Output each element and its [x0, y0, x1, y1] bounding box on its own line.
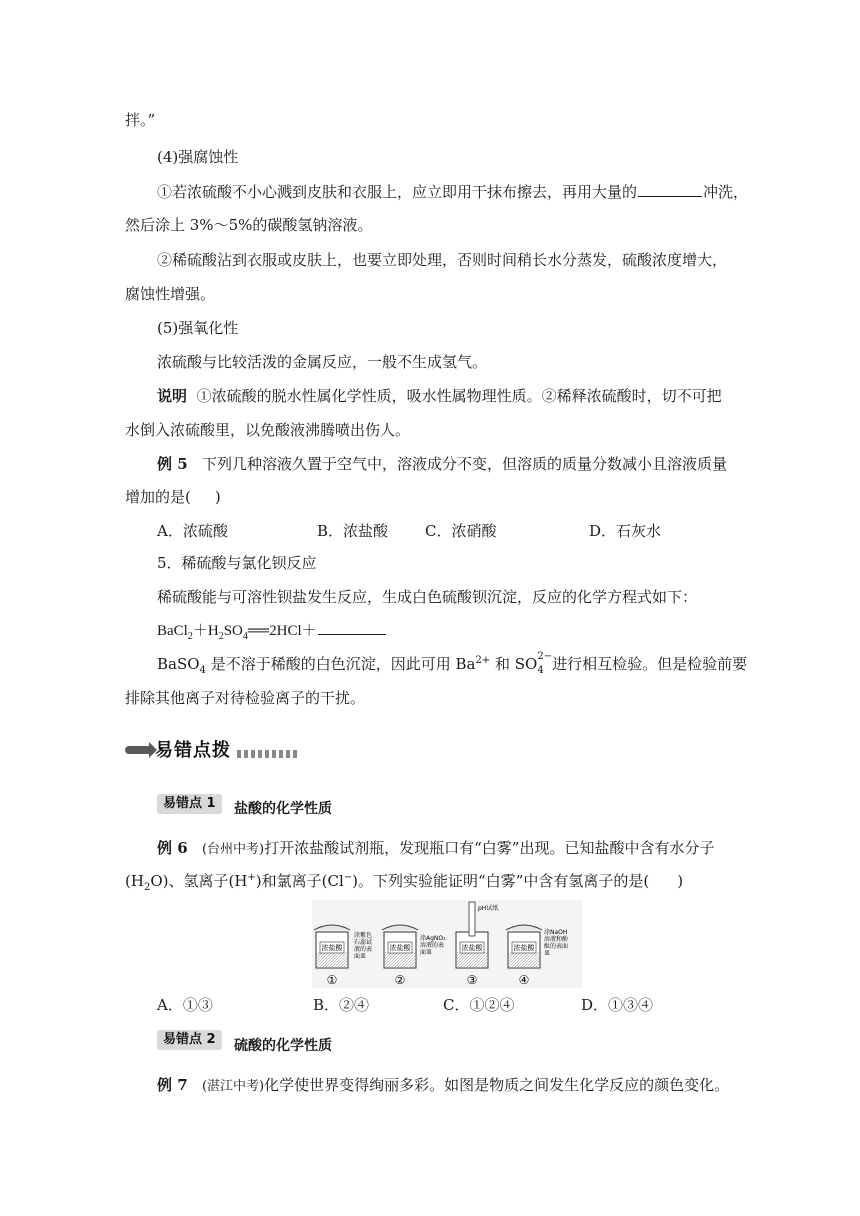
point-tag: 易错点 2 [157, 1030, 222, 1050]
option-c: C．浓硝酸 [425, 522, 497, 540]
eq-arrow: ══ [247, 623, 270, 639]
text-segment: ①浓硫酸的脱水性属化学性质，吸水性属物理性质。②稀释浓硫酸时，切不可把 [196, 387, 722, 405]
example-5-stem [125, 487, 221, 507]
text-line [157, 182, 748, 202]
text-segment: )。下列实验能证明“白雾”中含有氢离子的是( [352, 872, 650, 890]
note-label: 说明 [157, 387, 188, 405]
figure-note: pH试纸 [478, 905, 499, 912]
option-d: D．石灰水 [589, 522, 662, 540]
source: (湛江中考) [201, 1079, 265, 1094]
text-segment: 是不溶于稀酸的白色沉淀，因此可用 Ba [205, 655, 476, 673]
eq-sub: 4 [242, 631, 248, 642]
arrow-icon [125, 746, 151, 754]
eq-sub: 2 [187, 631, 193, 642]
answer-blank [318, 620, 386, 635]
point-title: 硫酸的化学性质 [234, 1038, 332, 1054]
text-line: 腐蚀性增强。 [125, 285, 216, 303]
text-segment: 和 SO [490, 655, 538, 673]
text-line: 然后涂上 3%～5%的碳酸氢钠溶液。 [125, 216, 373, 234]
option-b: B．浓盐酸 [317, 522, 389, 540]
text-segment: O)、氢离子(H [150, 872, 248, 890]
text-line: 拌。” [125, 111, 156, 129]
example-7 [157, 1075, 729, 1097]
section-title: 易错点拨 [155, 740, 231, 761]
subheading-oxidizing: (5)强氧化性 [157, 319, 239, 337]
example-label: 例 7 [157, 1076, 188, 1094]
point-title: 盐酸的化学性质 [234, 801, 332, 817]
text-line: 稀硫酸能与可溶性钡盐发生反应，生成白色硫酸钡沉淀，反应的化学方程式如下： [157, 588, 698, 606]
example-text: 下列几种溶液久置于空气中，溶液成分不变，但溶质的质量分数减小且溶液质量 [201, 455, 727, 473]
eq-part: BaCl [157, 623, 188, 639]
figure-note: 涂AgNO₃ 溶液的表面皿 [420, 935, 446, 956]
eq-sub: 2 [218, 631, 224, 642]
example-6 [157, 838, 714, 860]
example-label: 例 6 [157, 839, 188, 857]
text-line: 浓硫酸与比较活泼的金属反应，一般不生成氢气。 [157, 353, 488, 371]
text-line [157, 651, 748, 676]
example-text: 化学使世界变得绚丽多彩。如图是物质之间发生化学反应的颜色变化。 [264, 1076, 730, 1094]
ph-paper [469, 902, 475, 936]
option-a: A．浓硫酸 [157, 522, 228, 540]
eq-part: 2HCl＋ [269, 623, 317, 639]
text-segment: (H [125, 872, 144, 890]
figure-number: ③ [466, 973, 478, 987]
option-b: B．②④ [313, 996, 370, 1014]
sup: + [247, 872, 256, 883]
subheading-bacl2: 5．稀硫酸与氯化钡反应 [157, 554, 317, 572]
figure-number: ① [326, 973, 338, 987]
beaker-label: 浓盐酸 [513, 944, 535, 952]
beaker-label: 浓盐酸 [461, 944, 483, 952]
example-6-stem [125, 871, 683, 891]
ion-charge: 2− 4 [537, 651, 553, 676]
sup: − [343, 872, 353, 883]
text-segment: )和氯离子(Cl [255, 872, 344, 890]
point-tag: 易错点 1 [157, 794, 222, 814]
text-line: 排除其他离子对待检验离子的干扰。 [125, 689, 366, 707]
eq-part: SO [223, 623, 243, 639]
text-segment: BaSO [157, 655, 200, 673]
experiment-figure [312, 900, 582, 988]
beaker-label: 浓盐酸 [389, 944, 411, 952]
text-line: ②稀硫酸沾到衣服或皮肤上，也要立即处理，否则时间稍长水分蒸发，硫酸浓度增大， [157, 251, 728, 269]
figure-number: ② [394, 973, 406, 987]
option-c: C．①②④ [443, 996, 515, 1014]
example-label: 例 5 [157, 455, 188, 473]
text-line: 水倒入浓硫酸里，以免酸液沸腾喷出伤人。 [125, 421, 411, 439]
text-segment: ) [677, 872, 684, 890]
text-segment: 增加的是( [125, 488, 191, 506]
sub: 2 [143, 882, 151, 893]
figure-note: 涂NaOH 溶液和酚酞的表面皿 [544, 929, 569, 957]
figure-number: ④ [518, 973, 530, 987]
subheading-corrosive: (4)强腐蚀性 [157, 148, 239, 166]
answer-blank [638, 182, 702, 197]
experiment-diagram [312, 900, 582, 988]
example-text: 打开浓盐酸试剂瓶，发现瓶口有“白雾”出现。已知盐酸中含有水分子 [264, 839, 715, 857]
note-line [157, 386, 722, 406]
example-5 [157, 454, 727, 474]
sub: 4 [199, 665, 206, 676]
figure-note: 涂紫色石蕊试液的表面皿 [354, 932, 373, 960]
section-header [125, 736, 295, 762]
text-segment: 冲洗， [703, 183, 749, 201]
text-segment: ①若浓硫酸不小心溅到皮肤和衣服上，应立即用干抹布擦去，再用大量的 [157, 183, 638, 201]
sup: 2+ [475, 655, 491, 666]
beaker-label: 浓盐酸 [321, 944, 343, 952]
dots-decoration [237, 750, 297, 758]
option-a: A．①③ [157, 996, 213, 1014]
option-d: D．①③④ [581, 996, 654, 1014]
text-segment: ) [214, 488, 221, 506]
eq-part: ＋H [192, 623, 219, 639]
text-segment: 进行相互检验。但是检验前要 [547, 655, 748, 673]
source: (台州中考) [201, 842, 265, 857]
equation [157, 620, 387, 641]
